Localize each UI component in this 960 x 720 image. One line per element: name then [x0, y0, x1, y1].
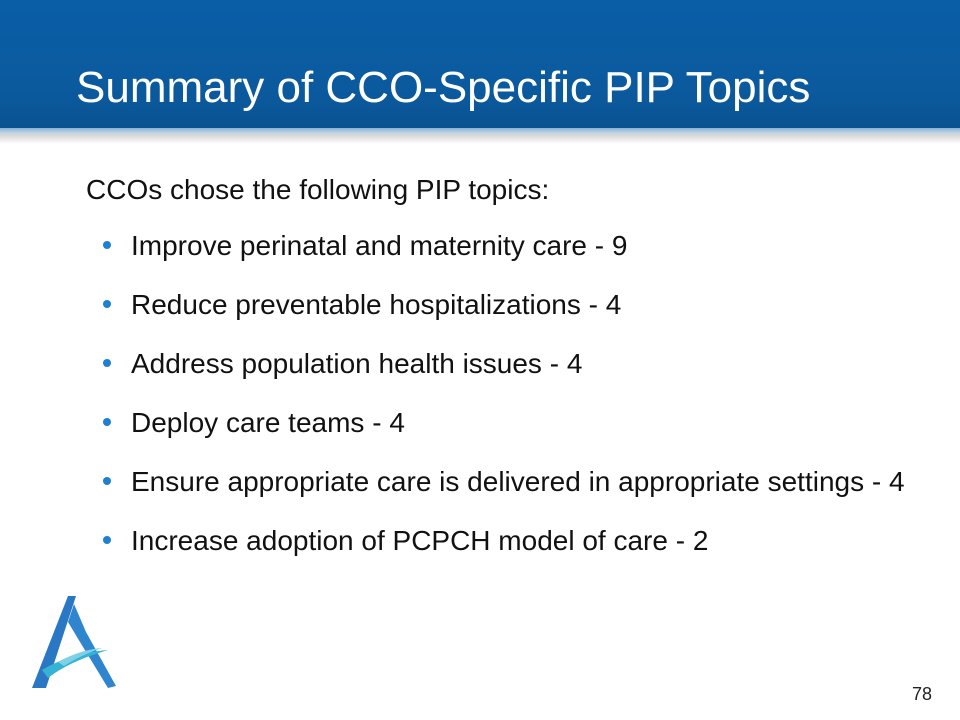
logo-left-stroke: [32, 596, 76, 688]
logo-icon: [28, 592, 124, 692]
topic-list: [100, 228, 920, 582]
page-number: 78: [912, 684, 933, 704]
list-item-text: Ensure appropriate care is delivered in appropriate settings - 4: [131, 466, 905, 497]
intro-text: CCOs chose the following PIP topics:: [86, 174, 550, 205]
list-item-text: Increase adoption of PCPCH model of care - 2: [131, 525, 709, 556]
bullet-dot-icon: [103, 359, 111, 367]
title-bar-shadow: [0, 134, 960, 144]
list-item-text: Deploy care teams - 4: [131, 407, 405, 438]
list-item: [100, 464, 920, 499]
list-item-text: Address population health issues - 4: [131, 348, 583, 379]
bullet-dot-icon: [103, 418, 111, 426]
list-item: [100, 228, 920, 263]
list-item-text: Improve perinatal and maternity care - 9: [131, 230, 628, 261]
logo-right-stroke: [68, 604, 116, 688]
bullet-dot-icon: [103, 536, 111, 544]
list-item-text: Reduce preventable hospitalizations - 4: [131, 289, 622, 320]
list-item: [100, 405, 920, 440]
list-item: [100, 287, 920, 322]
list-item: [100, 523, 920, 558]
bullet-dot-icon: [103, 300, 111, 308]
list-item: [100, 346, 920, 381]
bullet-dot-icon: [103, 477, 111, 485]
slide-title: Summary of CCO-Specific PIP Topics: [76, 63, 811, 112]
bullet-dot-icon: [103, 241, 111, 249]
